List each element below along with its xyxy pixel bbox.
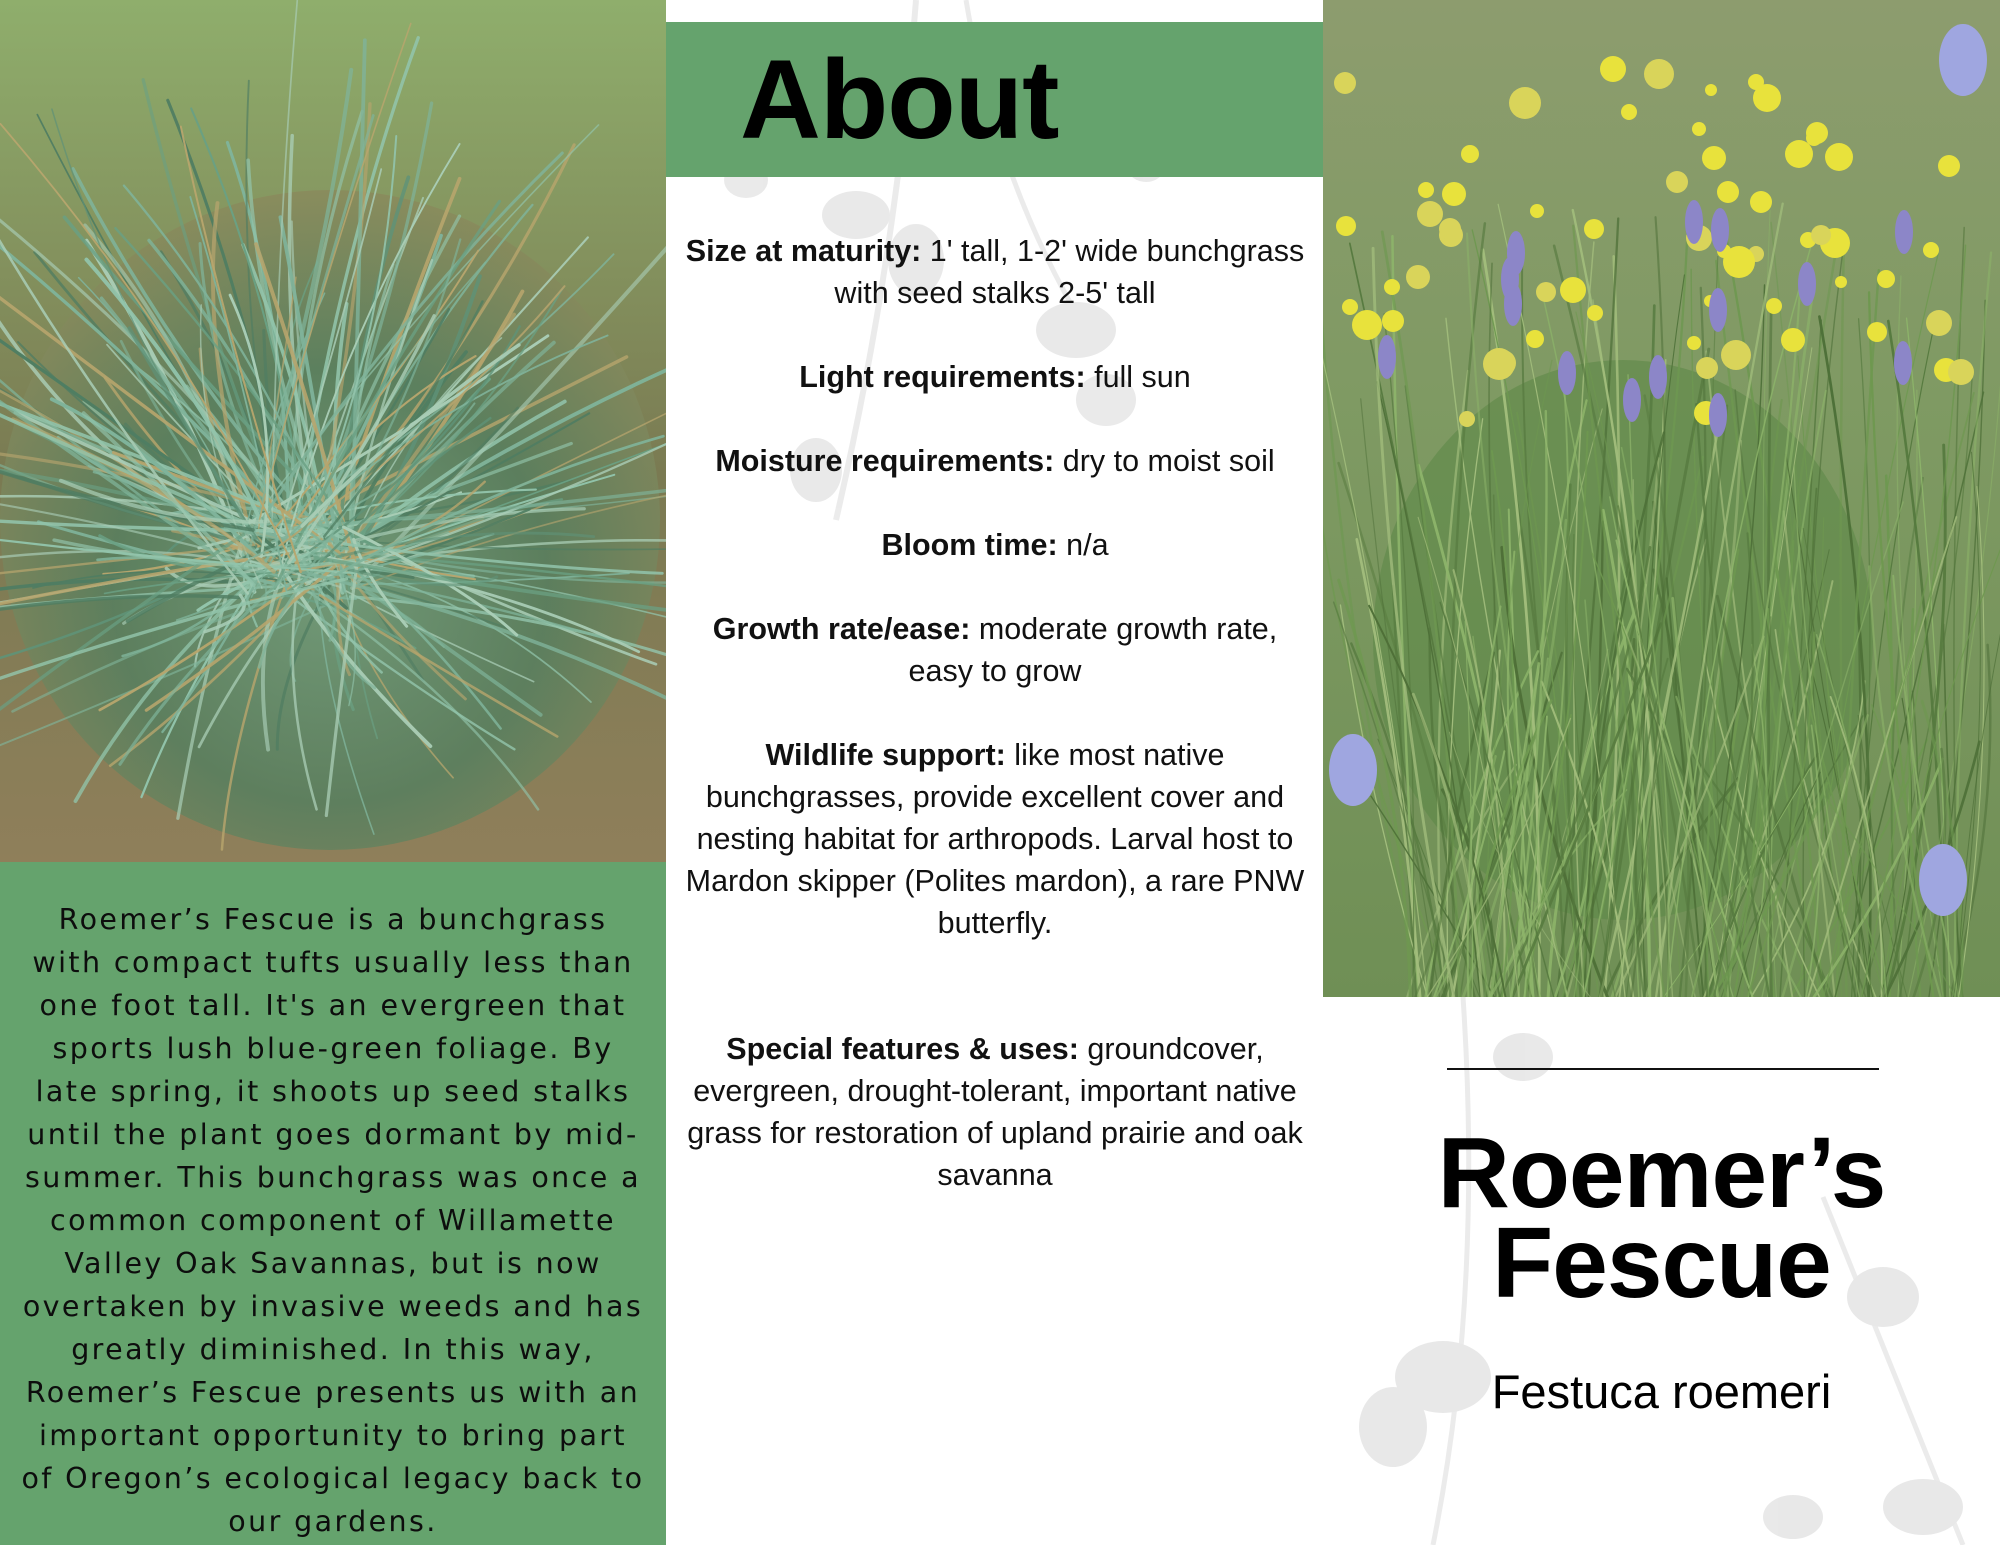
title-line-2: Fescue xyxy=(1492,1207,1831,1319)
fact-special-features xyxy=(680,1028,1310,1196)
fact-size xyxy=(680,230,1310,314)
fact-moisture xyxy=(680,440,1310,482)
fact-wildlife-support xyxy=(680,734,1310,944)
fact-bloom-time xyxy=(680,524,1310,566)
description-panel xyxy=(0,862,666,1545)
bunchgrass-photo xyxy=(0,0,666,862)
fact-label: Light requirements: xyxy=(799,360,1086,394)
fact-growth-rate xyxy=(680,608,1310,692)
scientific-name: Festuca roemeri xyxy=(1491,1365,1832,1418)
fact-label: Wildlife support: xyxy=(765,738,1006,772)
fact-label: Bloom time: xyxy=(881,528,1058,562)
fact-value: n/a xyxy=(1057,528,1109,562)
plant-facts-list xyxy=(680,230,1310,1196)
fact-label: Size at maturity: xyxy=(685,234,922,268)
title-divider xyxy=(1447,1068,1879,1070)
fact-value: like most native bunchgrasses, provide excellent cover and nesting habitat for arthropods. Larval host to Mardon skipper (Polites mardon), a rare PNW butterfly. xyxy=(685,738,1305,940)
title-line-1: Roemer’s xyxy=(1437,1117,1886,1229)
fact-label: Moisture requirements: xyxy=(715,444,1055,478)
plant-common-name xyxy=(1323,1117,2000,1319)
meadow-photo xyxy=(1323,0,2000,997)
about-heading: About xyxy=(740,37,1059,162)
fact-value: moderate growth rate, easy to grow xyxy=(908,612,1278,688)
fact-light xyxy=(680,356,1310,398)
fact-value: dry to moist soil xyxy=(1054,444,1275,478)
plant-description: Roemer’s Fescue is a bunchgrass with compact tufts usually less than one foot tall. It's an evergreen that sports lush blue-green foliage. By late spring, it shoots up seed stalks until the plant goes dormant by mid-summer. This bunchgrass was once a common component of Willamette Valley Oak Savannas, but is now overtaken by invasive weeds and has greatly diminished. In this way, Roemer’s Fescue presents us with an important opportunity to bring part of Oregon’s ecological legacy back to our gardens. xyxy=(21,903,645,1538)
fact-value: groundcover, evergreen, drought-tolerant, important native grass for restoration of upland prairie and oak savanna xyxy=(687,1032,1303,1192)
fact-label: Growth rate/ease: xyxy=(712,612,971,646)
fact-value: full sun xyxy=(1085,360,1191,394)
fact-value: 1' tall, 1-2' wide bunchgrass with seed stalks 2-5' tall xyxy=(834,234,1305,310)
fact-label: Special features & uses: xyxy=(726,1032,1079,1066)
